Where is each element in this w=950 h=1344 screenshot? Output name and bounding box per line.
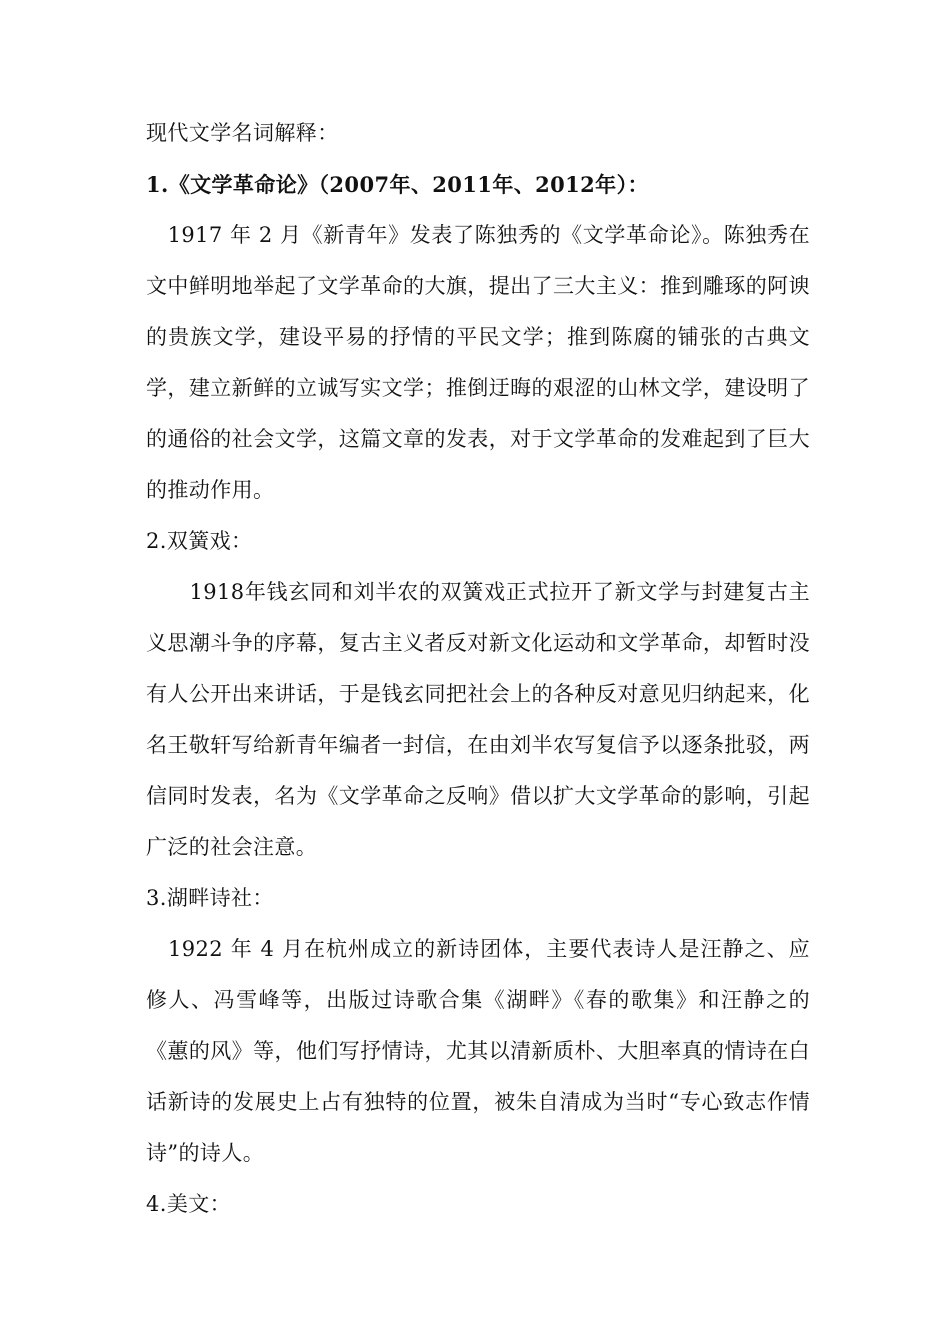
section-heading-2: 2.双簧戏： xyxy=(146,529,253,553)
section-heading-4: 4.美文： xyxy=(146,1192,232,1216)
section-heading-3: 3.湖畔诗社： xyxy=(146,886,274,910)
section-body-2: 1918年钱玄同和刘半农的双簧戏正式拉开了新文学与封建复古主义思潮斗争的序幕，复古主义者反对新文化运动和文学革命，却暂时没有人公开出来讲话，于是钱玄同把社会上的各种反对意见归纳起来，化名王敬轩写给新青年编者一封信，在由刘半农写复信予以逐条批驳，两信同时发表，名为《文学革命之反响》借以扩大文学革命的影响，引起广泛的社会注意。 xyxy=(146,580,810,859)
document-page xyxy=(146,108,810,1230)
section-heading-1: 1.《文学革命论》（2007年、2011年、2012年）： xyxy=(146,172,649,197)
section-body-1: 1917 年 2 月《新青年》发表了陈独秀的《文学革命论》。陈独秀在文中鲜明地举起了文学革命的大旗，提出了三大主义：推到雕琢的阿谀的贵族文学，建设平易的抒情的平民文学；推到陈腐的铺张的古典文学，建立新鲜的立诚写实文学；推倒迂晦的艰涩的山林文学，建设明了的通俗的社会文学，这篇文章的发表，对于文学革命的发难起到了巨大的推动作用。 xyxy=(146,223,810,502)
section-body-3: 1922 年 4 月在杭州成立的新诗团体，主要代表诗人是汪静之、应修人、冯雪峰等，出版过诗歌合集《湖畔》《春的歌集》和汪静之的《蕙的风》等，他们写抒情诗，尤其以清新质朴、大胆率真的情诗在白话新诗的发展史上占有独特的位置，被朱自清成为当时“专心致志作情诗”的诗人。 xyxy=(146,937,810,1165)
document-title: 现代文学名词解释： xyxy=(146,121,339,145)
